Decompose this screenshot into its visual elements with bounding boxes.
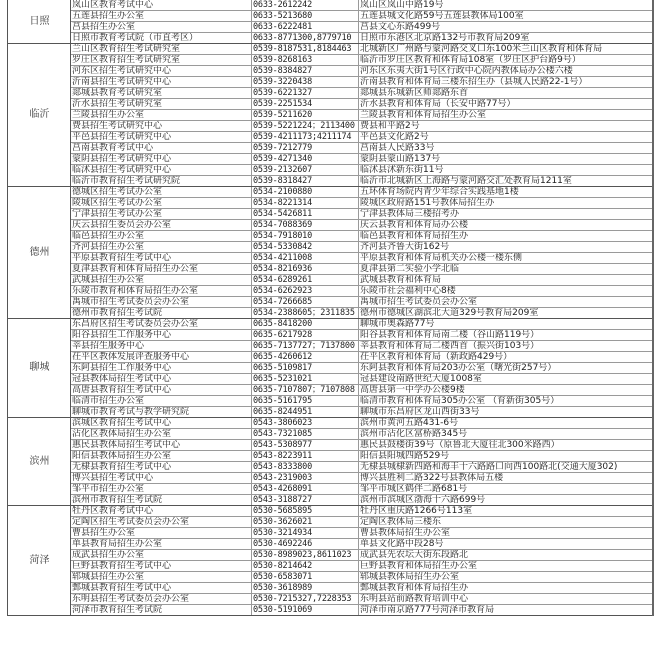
table-row [8, 242, 653, 253]
name-cell: 滨城区教育招生考试中心 [71, 418, 252, 429]
name-cell: 东明县招生考试委员会办公室 [71, 594, 252, 605]
address-cell: 鄄城县教育和体育局招生办 [359, 583, 653, 594]
phone-cell: 0543-3188727 [252, 495, 359, 506]
table-row [8, 539, 653, 550]
phone-cell: 0539-4271340 [252, 154, 359, 165]
address-cell: 临沂市北城新区上海路与蒙河路交汇处教育局1211室 [359, 176, 653, 187]
address-cell: 禹城市招生考试委员会办公室 [359, 297, 653, 308]
address-cell: 平邑县文化路2号 [359, 132, 653, 143]
address-cell: 河东区东夷大街1号区行政中心院内教体局办公楼六楼 [359, 66, 653, 77]
phone-cell: 0539-5221224；2113400 [252, 121, 359, 132]
address-cell: 北城新区广州路与蒙河路交叉口东100米兰山区教育和体育局 [359, 44, 653, 55]
table-row [8, 220, 653, 231]
phone-cell: 0543-8333800 [252, 462, 359, 473]
phone-cell: 0534-2100880 [252, 187, 359, 198]
phone-cell: 0534-8216936 [252, 264, 359, 275]
name-cell: 莒县招生办公室 [71, 22, 252, 33]
name-cell: 博兴县招生考试中心 [71, 473, 252, 484]
region-cell: 临沂 [8, 44, 71, 187]
phone-cell: 0633-8771300,8779710 [252, 33, 359, 44]
table-row [8, 209, 653, 220]
name-cell: 五莲县招生办公室 [71, 11, 252, 22]
phone-cell: 0539-6221327 [252, 88, 359, 99]
phone-cell: 0635-5161795 [252, 396, 359, 407]
name-cell: 临清市招生办公室 [71, 396, 252, 407]
phone-cell: 0539-8318427 [252, 176, 359, 187]
address-cell: 高唐县第一中学办公楼9楼 [359, 385, 653, 396]
name-cell: 兰陵县招生办公室 [71, 110, 252, 121]
address-cell: 陵城区政府路151号教体局招生办 [359, 198, 653, 209]
phone-cell: 0635-7107807；7107808 [252, 385, 359, 396]
name-cell: 高唐县教育招生考试中心 [71, 385, 252, 396]
address-cell: 惠民县鼓楼街39号（原鲁北大厦往北300米路西） [359, 440, 653, 451]
name-cell: 临沭县招生考试研究中心 [71, 165, 252, 176]
phone-cell: 0534-7088369 [252, 220, 359, 231]
name-cell: 蒙阴县招生考试研究中心 [71, 154, 252, 165]
address-cell: 齐河县齐鲁大街162号 [359, 242, 653, 253]
name-cell: 德州市教育招生考试院 [71, 308, 252, 319]
table-row [8, 88, 653, 99]
name-cell: 茌平区教体发展评查服务中心 [71, 352, 252, 363]
name-cell: 东阿县招生工作服务中心 [71, 363, 252, 374]
phone-cell: 0539-5211620 [252, 110, 359, 121]
table-row [8, 462, 653, 473]
address-cell: 临沂市罗庄区教育和体育局108室（罗庄区护台路9号） [359, 55, 653, 66]
address-cell: 兰陵县教育和体育局招生办公室 [359, 110, 653, 121]
phone-cell: 0633-6222481 [252, 22, 359, 33]
table-row [8, 55, 653, 66]
phone-cell: 0539-2132607 [252, 165, 359, 176]
table-row [8, 253, 653, 264]
address-cell: 单县文化路中段28号 [359, 539, 653, 550]
name-cell: 罗庄区教育招生考试研究室 [71, 55, 252, 66]
phone-cell: 0530-5685895 [252, 506, 359, 517]
address-cell: 临清市教育和体育局305办公室 （育新街305号） [359, 396, 653, 407]
name-cell: 日照市教育考试院（市直考区） [71, 33, 252, 44]
name-cell: 庆云县招生委员会办公室 [71, 220, 252, 231]
region-cell: 聊城 [8, 319, 71, 418]
table-row [8, 418, 653, 429]
table-row [8, 583, 653, 594]
table-row [8, 297, 653, 308]
phone-cell: 0539-3220438 [252, 77, 359, 88]
table-row [8, 0, 653, 11]
name-cell: 德城区招生考试办公室 [71, 187, 252, 198]
phone-cell: 0534-5330842 [252, 242, 359, 253]
address-cell: 阳谷县教育和体育局南二楼（谷山路119号） [359, 330, 653, 341]
phone-cell: 0635-5231021 [252, 374, 359, 385]
table-row [8, 484, 653, 495]
address-cell: 郯城县东城新区师郯路东首 [359, 88, 653, 99]
table-row [8, 44, 653, 55]
address-cell: 乐陵市社会福利中心8楼 [359, 286, 653, 297]
address-cell: 武城县教育和体育局 [359, 275, 653, 286]
table-row [8, 132, 653, 143]
phone-cell: 0534-6262923 [252, 286, 359, 297]
table-row [8, 66, 653, 77]
name-cell: 郯城县教育考试研究室 [71, 88, 252, 99]
table-row [8, 121, 653, 132]
phone-cell: 0530-6583071 [252, 572, 359, 583]
address-cell: 巨野县教育和体局招生办公室 [359, 561, 653, 572]
table-row [8, 22, 653, 33]
address-cell: 牡丹区重庆路1266号113室 [359, 506, 653, 517]
name-cell: 阳信县教体局招生办公室 [71, 451, 252, 462]
name-cell: 禹城市招生考试委员会办公室 [71, 297, 252, 308]
region-cell: 日照 [8, 0, 71, 44]
name-cell: 陵城区招生考试办公室 [71, 198, 252, 209]
table-row [8, 33, 653, 44]
name-cell: 鄄城县教育招生考试中心 [71, 583, 252, 594]
address-cell: 定陶区教体局三楼东 [359, 517, 653, 528]
region-cell: 德州 [8, 187, 71, 319]
address-cell: 五莲县城文化路59号五莲县教体局100室 [359, 11, 653, 22]
name-cell: 莘县招生服务中心 [71, 341, 252, 352]
name-cell: 平原县教育招生考试中心 [71, 253, 252, 264]
phone-cell: 0534-6289261 [252, 275, 359, 286]
table-row [8, 550, 653, 561]
phone-cell: 0534-5426811 [252, 209, 359, 220]
address-cell: 聊城市奥森路77号 [359, 319, 653, 330]
phone-cell: 0543-3806023 [252, 418, 359, 429]
address-cell: 日照市东港区北京路132号市教育局209室 [359, 33, 653, 44]
address-cell: 临沭县沭新东街11号 [359, 165, 653, 176]
address-cell: 曹县教体局招生办公室 [359, 528, 653, 539]
name-cell: 兰山区教育招生考试研究室 [71, 44, 252, 55]
address-cell: 费县和平路2号 [359, 121, 653, 132]
address-cell: 临邑县教育和体育局招生办 [359, 231, 653, 242]
phone-cell: 0530-3214934 [252, 528, 359, 539]
table-row [8, 605, 653, 616]
table-row [8, 99, 653, 110]
phone-cell: 0534-7918010 [252, 231, 359, 242]
table-row [8, 264, 653, 275]
address-cell: 茌平区教育和体育局（新政路429号） [359, 352, 653, 363]
table-row [8, 363, 653, 374]
contact-sheet [7, 0, 654, 616]
address-cell: 成武县先农坛大街东段路北 [359, 550, 653, 561]
address-cell: 莘县教育和体育局二楼西首（振兴街103号） [359, 341, 653, 352]
phone-cell: 0530-8989023,8611023 [252, 550, 359, 561]
name-cell: 牡丹区教育考试中心 [71, 506, 252, 517]
table-row [8, 165, 653, 176]
table-row [8, 451, 653, 462]
address-cell: 无棣县城棣新四路和海丰十六路路口向西100路北(交通大厦302) [359, 462, 653, 473]
name-cell: 沂水县招生考试研究室 [71, 99, 252, 110]
phone-cell: 0543-8223911 [252, 451, 359, 462]
address-cell: 沂水县教育和体育局（长安中路77号） [359, 99, 653, 110]
address-cell: 夏津县第二实验小学北临 [359, 264, 653, 275]
phone-cell: 0543-5308977 [252, 440, 359, 451]
address-cell: 阳信县阳城四路529号 [359, 451, 653, 462]
table-row [8, 330, 653, 341]
table-row [8, 440, 653, 451]
phone-cell: 0543-7321085 [252, 429, 359, 440]
name-cell: 邹平市招生办公室 [71, 484, 252, 495]
table-row [8, 110, 653, 121]
address-cell: 东明县站前路教育培训中心 [359, 594, 653, 605]
phone-cell: 0633-2612242 [252, 0, 359, 11]
name-cell: 成武县招生办公室 [71, 550, 252, 561]
phone-cell: 0635-8418200 [252, 319, 359, 330]
name-cell: 无棣县教育招生考试中心 [71, 462, 252, 473]
address-cell: 滨州市滨城区渤海十六路699号 [359, 495, 653, 506]
table-row [8, 385, 653, 396]
name-cell: 聊城市教育考试与教学研究院 [71, 407, 252, 418]
table-row [8, 407, 653, 418]
name-cell: 巨野县教育招生考试中心 [71, 561, 252, 572]
name-cell: 菏泽市教育招生考试院 [71, 605, 252, 616]
name-cell: 阳谷县招生工作服务中心 [71, 330, 252, 341]
name-cell: 冠县教体局招生考试中心 [71, 374, 252, 385]
table-row [8, 561, 653, 572]
address-cell: 莒县文心东路499号 [359, 22, 653, 33]
table-row [8, 506, 653, 517]
table-row [8, 198, 653, 209]
address-cell: 莒南县人民路33号 [359, 143, 653, 154]
table-row [8, 77, 653, 88]
name-cell: 费县招生考试研究中心 [71, 121, 252, 132]
address-cell: 岚山区岚山中路19号 [359, 0, 653, 11]
phone-cell: 0539-8384827 [252, 66, 359, 77]
phone-cell: 0633-5213680 [252, 11, 359, 22]
name-cell: 河东区招生考试研究中心 [71, 66, 252, 77]
address-cell: 聊城市东昌府区龙山西街33号 [359, 407, 653, 418]
name-cell: 滨州市教育招生考试院 [71, 495, 252, 506]
table-row [8, 11, 653, 22]
address-cell: 平原县教育和体育局机关办公楼一楼东侧 [359, 253, 653, 264]
table-row [8, 308, 653, 319]
phone-cell: 0530-3626021 [252, 517, 359, 528]
phone-cell: 0539-8187531,8184463 [252, 44, 359, 55]
phone-cell: 0635-6217928 [252, 330, 359, 341]
phone-cell: 0539-4211173;4211174 [252, 132, 359, 143]
name-cell: 单县教育局招生办公室 [71, 539, 252, 550]
table-row [8, 286, 653, 297]
table-row [8, 594, 653, 605]
phone-cell: 0635-5109817 [252, 363, 359, 374]
name-cell: 武城县招生办公室 [71, 275, 252, 286]
region-cell: 菏泽 [8, 506, 71, 616]
table-row [8, 528, 653, 539]
name-cell: 乐陵市教育和体育局招生办公室 [71, 286, 252, 297]
name-cell: 平邑县招生考试研究中心 [71, 132, 252, 143]
table-row [8, 154, 653, 165]
phone-cell: 0534-8221314 [252, 198, 359, 209]
address-cell: 菏泽市南京路777号菏泽市教育局 [359, 605, 653, 616]
phone-cell: 0539-7212779 [252, 143, 359, 154]
address-cell: 冠县建设南路世纪大厦1008室 [359, 374, 653, 385]
address-cell: 邹平市城区鹤伴二路681号 [359, 484, 653, 495]
table-row [8, 473, 653, 484]
table-row [8, 231, 653, 242]
name-cell: 齐河县招生办公室 [71, 242, 252, 253]
name-cell: 莒南县教育考试中心 [71, 143, 252, 154]
address-cell: 滨州市沾化区富桥路345号 [359, 429, 653, 440]
name-cell: 宁津县招生考试办公室 [71, 209, 252, 220]
table-row [8, 275, 653, 286]
name-cell: 沂南县招生考试研究中心 [71, 77, 252, 88]
phone-cell: 0534-2388605；2311835 [252, 308, 359, 319]
name-cell: 惠民县教体局招生考试中心 [71, 440, 252, 451]
table-row [8, 341, 653, 352]
phone-cell: 0530-7215327,7228353 [252, 594, 359, 605]
phone-cell: 0534-4211008 [252, 253, 359, 264]
table-row [8, 572, 653, 583]
address-cell: 蒙阴县蒙山路137号 [359, 154, 653, 165]
address-cell: 德州市德城区湖滨北大道329号教育局209室 [359, 308, 653, 319]
table-row [8, 517, 653, 528]
phone-cell: 0539-8268163 [252, 55, 359, 66]
phone-cell: 0543-2319003 [252, 473, 359, 484]
table-row [8, 429, 653, 440]
name-cell: 临沂市教育招生考试研究院 [71, 176, 252, 187]
phone-cell: 0534-7266685 [252, 297, 359, 308]
table-row [8, 176, 653, 187]
phone-cell: 0530-5191069 [252, 605, 359, 616]
phone-cell: 0530-3618989 [252, 583, 359, 594]
table-body [8, 0, 653, 616]
address-cell: 五环体育场院内青少年综合实践基地1楼 [359, 187, 653, 198]
address-cell: 庆云县教育和体育局办公楼 [359, 220, 653, 231]
address-cell: 博兴县胜利二路322号县教体局五楼 [359, 473, 653, 484]
phone-cell: 0539-2251534 [252, 99, 359, 110]
address-cell: 宁津县教体局三楼招考办 [359, 209, 653, 220]
name-cell: 东昌府区招生考试委员会办公室 [71, 319, 252, 330]
name-cell: 岚山区教育考试中心 [71, 0, 252, 11]
table-row [8, 319, 653, 330]
table-row [8, 374, 653, 385]
phone-cell: 0635-8244951 [252, 407, 359, 418]
address-cell: 滨州市黄河五路431-6号 [359, 418, 653, 429]
table-row [8, 396, 653, 407]
name-cell: 曹县招生办公室 [71, 528, 252, 539]
name-cell: 沾化区教体局招生办公室 [71, 429, 252, 440]
phone-cell: 0530-4692246 [252, 539, 359, 550]
table-row [8, 352, 653, 363]
table-row [8, 187, 653, 198]
exam-office-contact-table [7, 0, 654, 616]
address-cell: 郓城县教体局招生办公室 [359, 572, 653, 583]
phone-cell: 0635-7137727；7137800 [252, 341, 359, 352]
name-cell: 夏津县教育和体育局招生办公室 [71, 264, 252, 275]
address-cell: 东阿县教育和体育局203办公室（曙光街257号） [359, 363, 653, 374]
phone-cell: 0635-4260612 [252, 352, 359, 363]
region-cell: 滨州 [8, 418, 71, 506]
name-cell: 郓城县招生办公室 [71, 572, 252, 583]
name-cell: 定陶区招生考试委员会办公室 [71, 517, 252, 528]
table-row [8, 143, 653, 154]
table-row [8, 495, 653, 506]
phone-cell: 0543-4268091 [252, 484, 359, 495]
phone-cell: 0530-8214642 [252, 561, 359, 572]
name-cell: 临邑县招生办公室 [71, 231, 252, 242]
address-cell: 沂南县教育和体育局三楼东招生办（县城人民路22-1号） [359, 77, 653, 88]
